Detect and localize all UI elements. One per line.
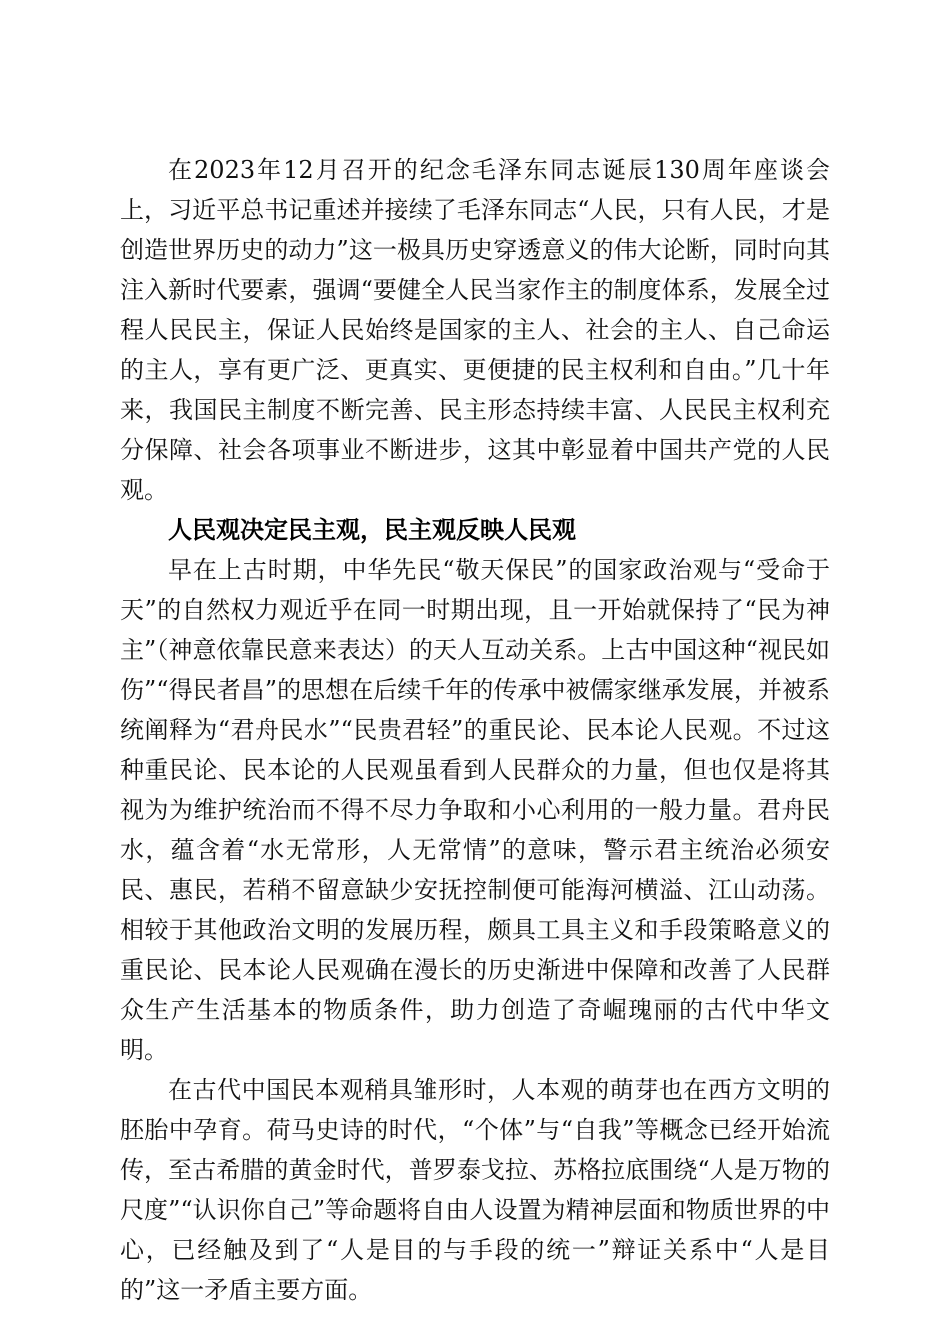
section-paragraph-2: 在古代中国民本观稍具雏形时，人本观的萌芽也在西方文明的胚胎中孕育。荷马史诗的时代，“个体”与“自我”等概念已经开始流传，至古希腊的黄金时代，普罗泰戈拉、苏格拉底围绕“人是万物的尺度”“认识你自己”等命题将自由人设置为精神层面和物质世界的中心，已经触及到了“人是目的与手段的统一”辩证关系中“人是目的”这一矛盾主要方面。 xyxy=(120,1076,830,1304)
section-heading: 人民观决定民主观，民主观反映人民观 xyxy=(168,516,576,544)
document-body xyxy=(120,150,830,1310)
intro-paragraph: 在2023年12月召开的纪念毛泽东同志诞辰130周年座谈会上，习近平总书记重述并接续了毛泽东同志“人民，只有人民，才是创造世界历史的动力”这一极具历史穿透意义的伟大论断，同时向其注入新时代要素，强调“要健全人民当家作主的制度体系，发展全过程人民民主，保证人民始终是国家的主人、社会的主人、自己命运的主人，享有更广泛、更真实、更便捷的民主权利和自由。”几十年来，我国民主制度不断完善、民主形态持续丰富、人民民主权利充分保障、社会各项事业不断进步，这其中彰显着中国共产党的人民观。 xyxy=(120,156,830,504)
section-paragraph-1: 早在上古时期，中华先民“敬天保民”的国家政治观与“受命于天”的自然权力观近乎在同一时期出现，且一开始就保持了“民为神主”（神意依靠民意来表达）的天人互动关系。上古中国这种“视民如伤”“得民者昌”的思想在后续千年的传承中被儒家继承发展，并被系统阐释为“君舟民水”“民贵君轻”的重民论、民本论人民观。不过这种重民论、民本论的人民观虽看到人民群众的力量，但也仅是将其视为为维护统治而不得不尽力争取和小心利用的一般力量。君舟民水，蕴含着“水无常形，人无常情”的意味，警示君主统治必须安民、惠民，若稍不留意缺少安抚控制便可能海河横溢、江山动荡。相较于其他政治文明的发展历程，颇具工具主义和手段策略意义的重民论、民本论人民观确在漫长的历史渐进中保障和改善了人民群众生产生活基本的物质条件，助力创造了奇崛瑰丽的古代中华文明。 xyxy=(120,556,830,1064)
